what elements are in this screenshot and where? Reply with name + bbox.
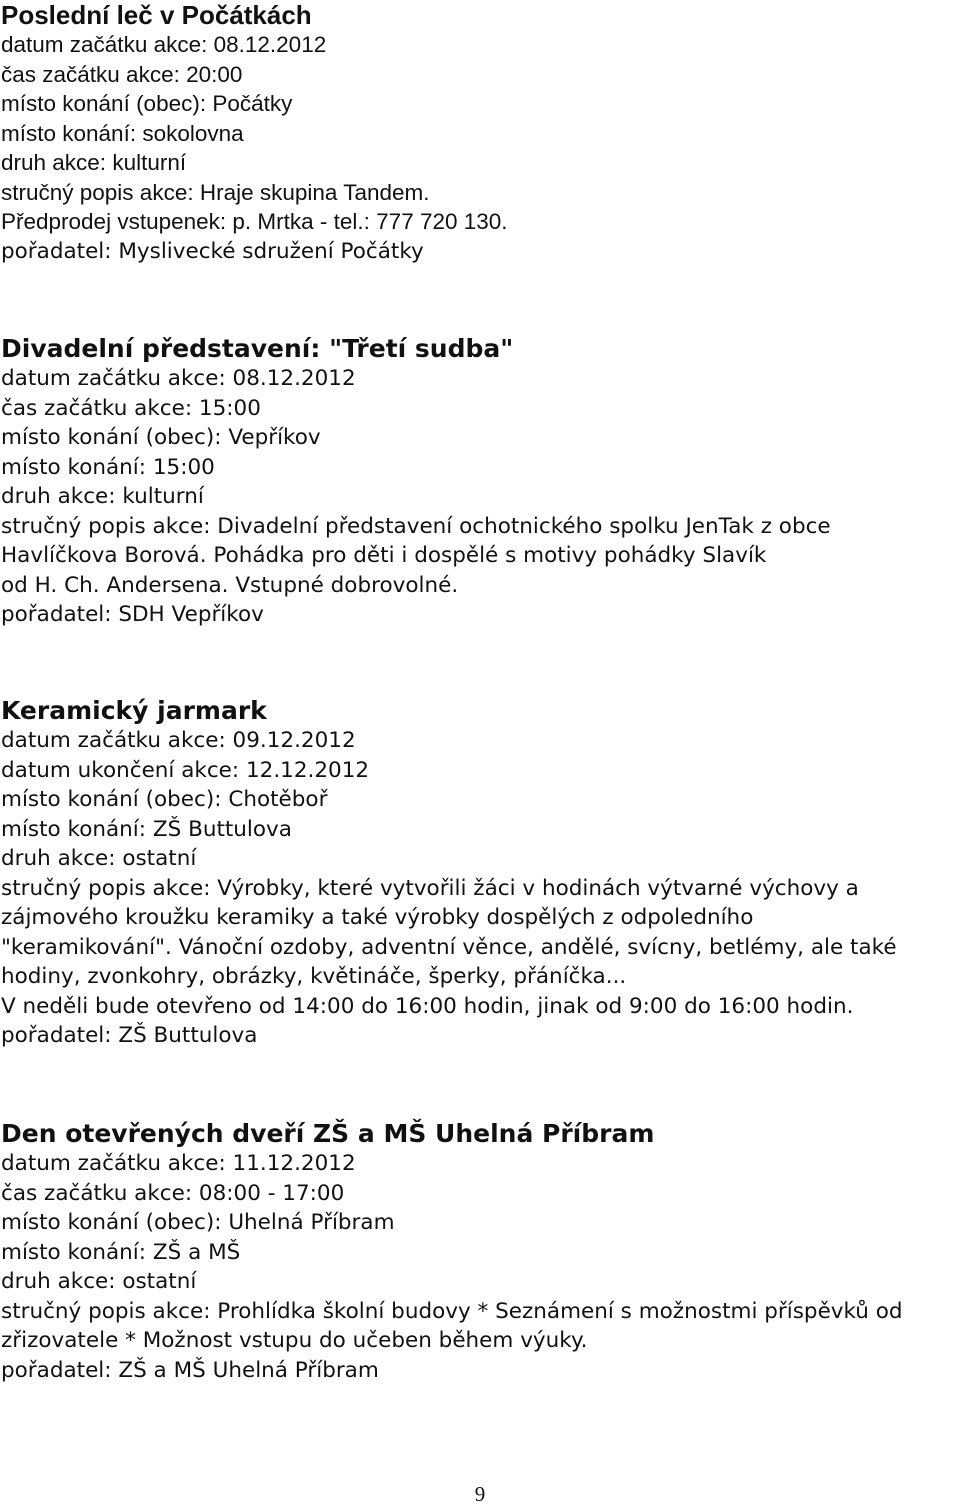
event-type: druh akce: kulturní <box>1 150 187 175</box>
event-description: stručný popis akce: Divadelní představení ochotnického spolku JenTak z obce <box>1 513 831 539</box>
event-description: od H. Ch. Andersena. Vstupné dobrovolné. <box>1 572 459 598</box>
event-venue: místo konání: ZŠ Buttulova <box>1 816 292 842</box>
page-number: 9 <box>474 1482 486 1506</box>
event-block <box>1 696 953 1051</box>
event-municipality: místo konání (obec): Chotěboř <box>1 787 328 812</box>
event-title: Poslední leč v Počátkách <box>1 0 312 30</box>
event-type: druh akce: ostatní <box>1 1269 197 1294</box>
event-title: Divadelní představení: "Třetí sudba" <box>1 334 514 363</box>
event-venue: místo konání: ZŠ a MŠ <box>1 1239 241 1265</box>
event-time: čas začátku akce: 08:00 - 17:00 <box>1 1180 345 1206</box>
event-time: čas začátku akce: 15:00 <box>1 395 261 421</box>
event-description: stručný popis akce: Prohlídka školní budovy * Seznámení s možnostmi příspěvků od <box>1 1298 903 1324</box>
event-venue: místo konání: 15:00 <box>1 454 215 480</box>
event-block <box>1 0 953 266</box>
event-date: datum začátku akce: 09.12.2012 <box>1 728 356 753</box>
event-block <box>1 334 953 630</box>
event-description: Předprodej vstupenek: p. Mrtka - tel.: 777 720 130. <box>1 209 508 234</box>
event-venue: místo konání: sokolovna <box>1 120 244 146</box>
event-date: datum začátku akce: 08.12.2012 <box>1 32 327 57</box>
event-description: stručný popis akce: Výrobky, které vytvořili žáci v hodinách výtvarné výchovy a <box>1 875 859 901</box>
event-type: druh akce: kulturní <box>1 484 204 509</box>
event-date: datum začátku akce: 08.12.2012 <box>1 366 356 391</box>
event-description: Havlíčkova Borová. Pohádka pro děti i dospělé s motivy pohádky Slavík <box>1 543 767 568</box>
event-opening-hours: V neděli bude otevřeno od 14:00 do 16:00 hodin, jinak od 9:00 do 16:00 hodin. <box>1 993 854 1019</box>
event-time: čas začátku akce: 20:00 <box>1 61 243 87</box>
event-municipality: místo konání (obec): Počátky <box>1 91 293 116</box>
event-municipality: místo konání (obec): Uhelná Příbram <box>1 1210 395 1235</box>
event-municipality: místo konání (obec): Vepříkov <box>1 425 321 450</box>
event-organizer: pořadatel: SDH Vepříkov <box>1 602 264 627</box>
event-description: zřizovatele * Možnost vstupu do učeben během výuky. <box>1 1328 588 1353</box>
event-organizer: pořadatel: ZŠ a MŠ Uhelná Příbram <box>1 1357 379 1383</box>
event-date: datum začátku akce: 11.12.2012 <box>1 1151 356 1176</box>
event-description: hodiny, zvonkohry, obrázky, květináče, šperky, přáníčka... <box>1 964 627 989</box>
event-title: Den otevřených dveří ZŠ a MŠ Uhelná Příbram <box>1 1119 655 1148</box>
event-block <box>1 1119 953 1385</box>
event-organizer: pořadatel: ZŠ Buttulova <box>1 1023 258 1048</box>
event-type: druh akce: ostatní <box>1 846 197 871</box>
event-description: stručný popis akce: Hraje skupina Tandem. <box>1 179 430 205</box>
event-title: Keramický jarmark <box>1 696 267 725</box>
event-end-date: datum ukončení akce: 12.12.2012 <box>1 757 370 783</box>
event-description: zájmového kroužku keramiky a také výrobky dospělých z odpoledního <box>1 905 754 930</box>
event-description: "keramikování". Vánoční ozdoby, adventní věnce, andělé, svícny, betlémy, ale také <box>1 934 897 960</box>
event-organizer: pořadatel: Myslivecké sdružení Počátky <box>1 238 424 264</box>
